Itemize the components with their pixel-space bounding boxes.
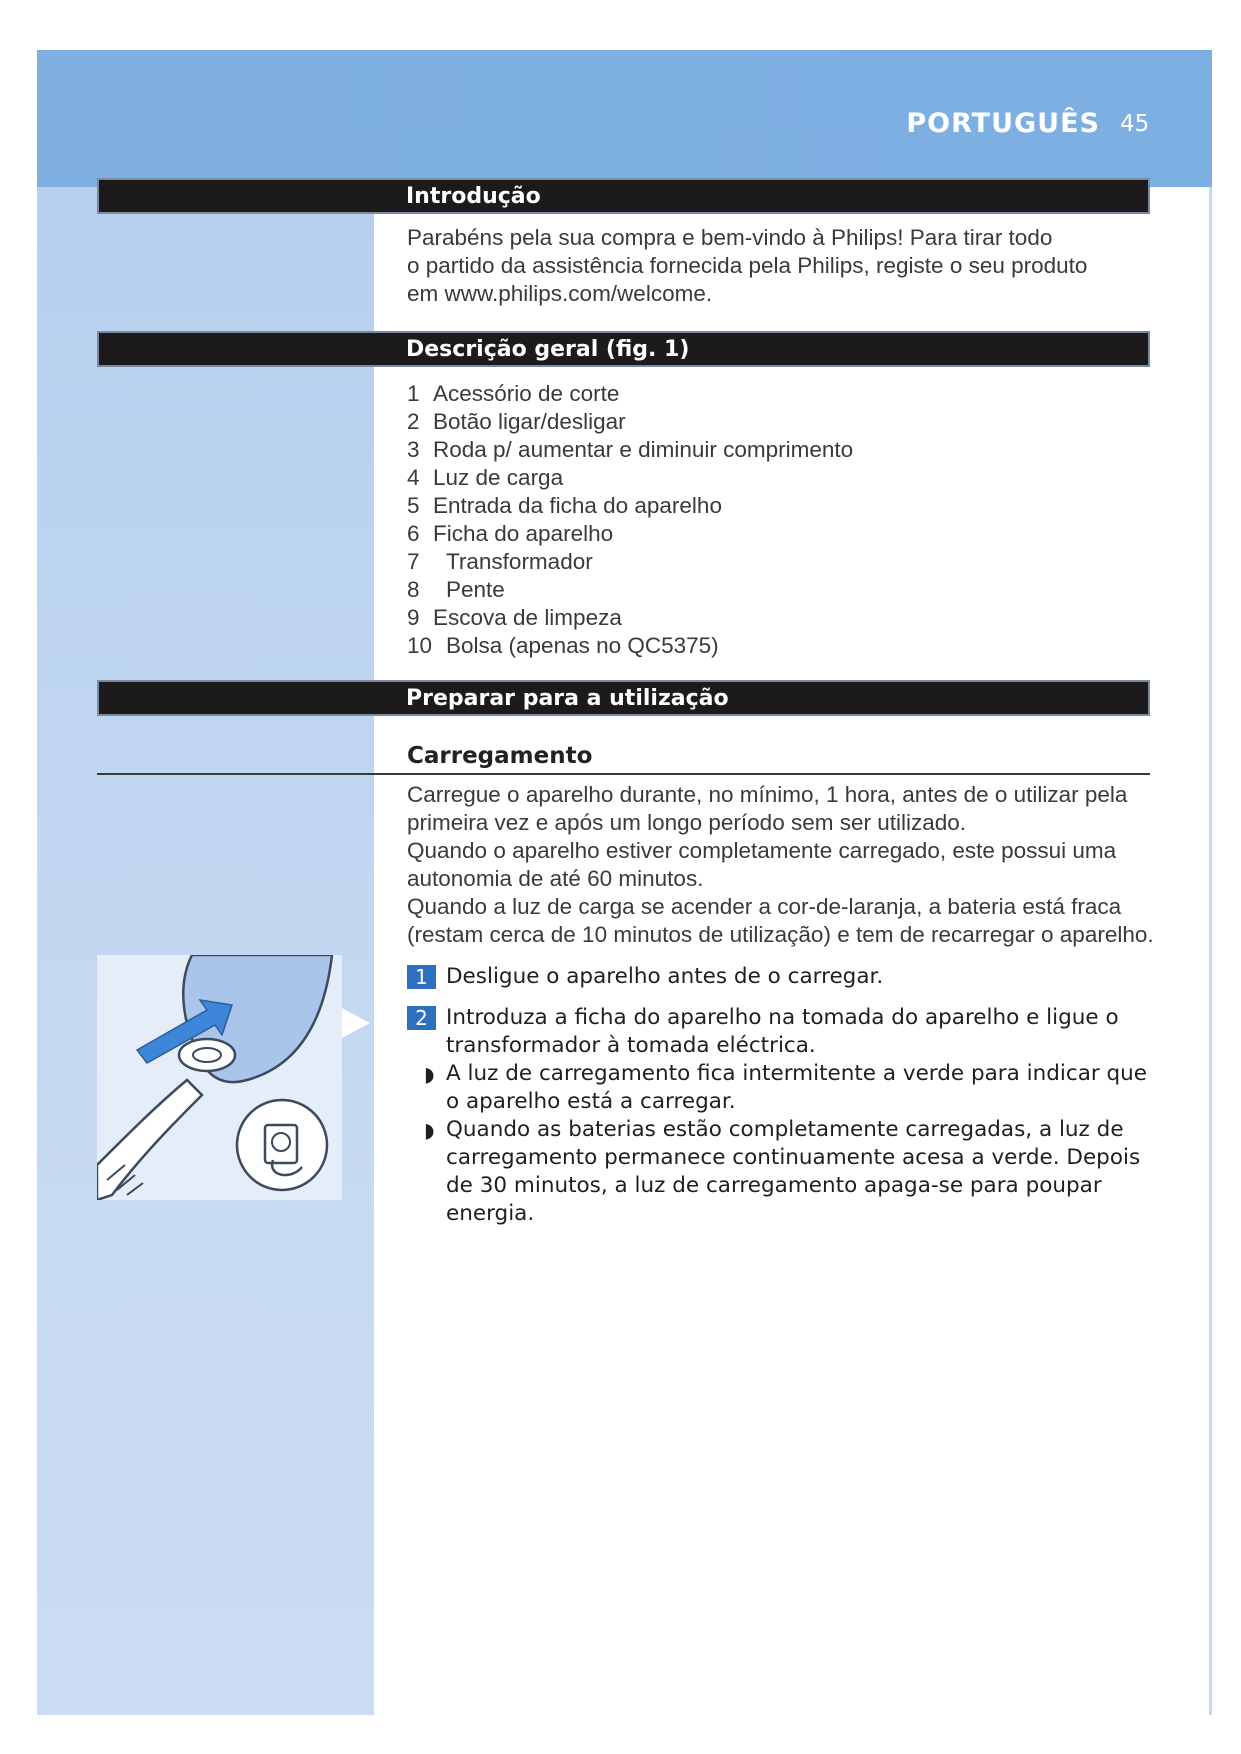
result-bullet [407, 1116, 1167, 1228]
section-title-prepare: Preparar para a utilização [406, 686, 729, 711]
list-item [407, 380, 1167, 408]
item-number: 9 [407, 605, 420, 630]
item-number: 3 [407, 437, 420, 462]
list-item [407, 408, 1167, 436]
subheading-charging: Carregamento [407, 743, 593, 769]
list-item [407, 436, 1167, 464]
charging-line: Carregue o aparelho durante, no mínimo, 1 hora, antes de o utilizar pela [407, 782, 1128, 807]
charging-steps [407, 963, 1167, 1228]
item-label: Bolsa (apenas no QC5375) [446, 633, 719, 658]
charging-illustration [97, 955, 342, 1200]
item-number: 2 [407, 409, 420, 434]
list-item [407, 632, 1167, 660]
step-1 [407, 963, 1167, 991]
charging-line: Quando a luz de carga se acender a cor-de-laranja, a bateria está fraca [407, 894, 1122, 919]
step-text: Introduza a ficha do aparelho na tomada do aparelho e ligue o transformador à tomada eléctrica. [446, 1005, 1119, 1058]
item-label: Ficha do aparelho [433, 521, 614, 546]
list-item [407, 492, 1167, 520]
charging-line: primeira vez e após um longo período sem ser utilizado. [407, 810, 967, 835]
result-bullet [407, 1060, 1167, 1116]
item-label: Pente [446, 577, 505, 602]
overview-list [407, 380, 1167, 660]
item-number: 8 [407, 577, 420, 602]
charging-text [407, 781, 1167, 949]
page-number: 45 [1120, 111, 1150, 137]
page-edge [1209, 187, 1212, 1715]
intro-line: em www.philips.com/welcome. [407, 281, 713, 306]
item-number: 6 [407, 521, 420, 546]
item-number: 1 [407, 381, 420, 406]
item-number: 7 [407, 549, 420, 574]
section-bar-overview [97, 331, 1150, 367]
intro-line: Parabéns pela sua compra e bem-vindo à Philips! Para tirar todo [407, 225, 1053, 250]
intro-line: o partido da assistência fornecida pela Philips, registe o seu produto [407, 253, 1088, 278]
charging-line: (restam cerca de 10 minutos de utilização) e tem de recarregar o aparelho. [407, 922, 1154, 947]
item-label: Roda p/ aumentar e diminuir comprimento [433, 437, 854, 462]
item-label: Entrada da ficha do aparelho [433, 493, 722, 518]
charging-line: Quando o aparelho estiver completamente carregado, este possui uma [407, 838, 1117, 863]
item-number: 10 [407, 633, 433, 658]
item-number: 5 [407, 493, 420, 518]
list-item [407, 464, 1167, 492]
section-title-intro: Introdução [406, 184, 541, 209]
list-item [407, 604, 1167, 632]
bullet-text: A luz de carregamento fica intermitente a verde para indicar que o aparelho está a carregar. [446, 1061, 1148, 1114]
subheading-rule [97, 773, 1150, 775]
bullet-marker: ◗ [424, 1118, 435, 1142]
item-label: Luz de carga [433, 465, 564, 490]
bullet-text: Quando as baterias estão completamente carregadas, a luz de carregamento permanece continuamente acesa a verde. Depois de 30 minutos, a luz de carregamento apaga-se para poupar energia. [446, 1117, 1141, 1226]
list-item [407, 548, 1167, 576]
figure-pointer [342, 1008, 370, 1038]
side-strip [37, 187, 374, 1715]
item-label: Botão ligar/desligar [433, 409, 626, 434]
step-2 [407, 1004, 1167, 1060]
item-label: Transformador [446, 549, 593, 574]
list-item [407, 576, 1167, 604]
section-bar-intro [97, 178, 1150, 214]
item-label: Acessório de corte [433, 381, 620, 406]
section-title-overview: Descrição geral (fig. 1) [406, 337, 690, 362]
intro-text [407, 224, 1167, 308]
step-text: Desligue o aparelho antes de o carregar. [446, 964, 884, 989]
step-number-badge: 2 [407, 1006, 436, 1030]
item-number: 4 [407, 465, 420, 490]
list-item [407, 520, 1167, 548]
language-title: PORTUGUÊS [906, 108, 1100, 139]
shaver-plug-illustration [97, 955, 342, 1200]
step-number-badge: 1 [407, 965, 436, 989]
bullet-marker: ◗ [424, 1062, 435, 1086]
section-bar-prepare [97, 680, 1150, 716]
item-label: Escova de limpeza [433, 605, 622, 630]
charging-line: autonomia de até 60 minutos. [407, 866, 704, 891]
